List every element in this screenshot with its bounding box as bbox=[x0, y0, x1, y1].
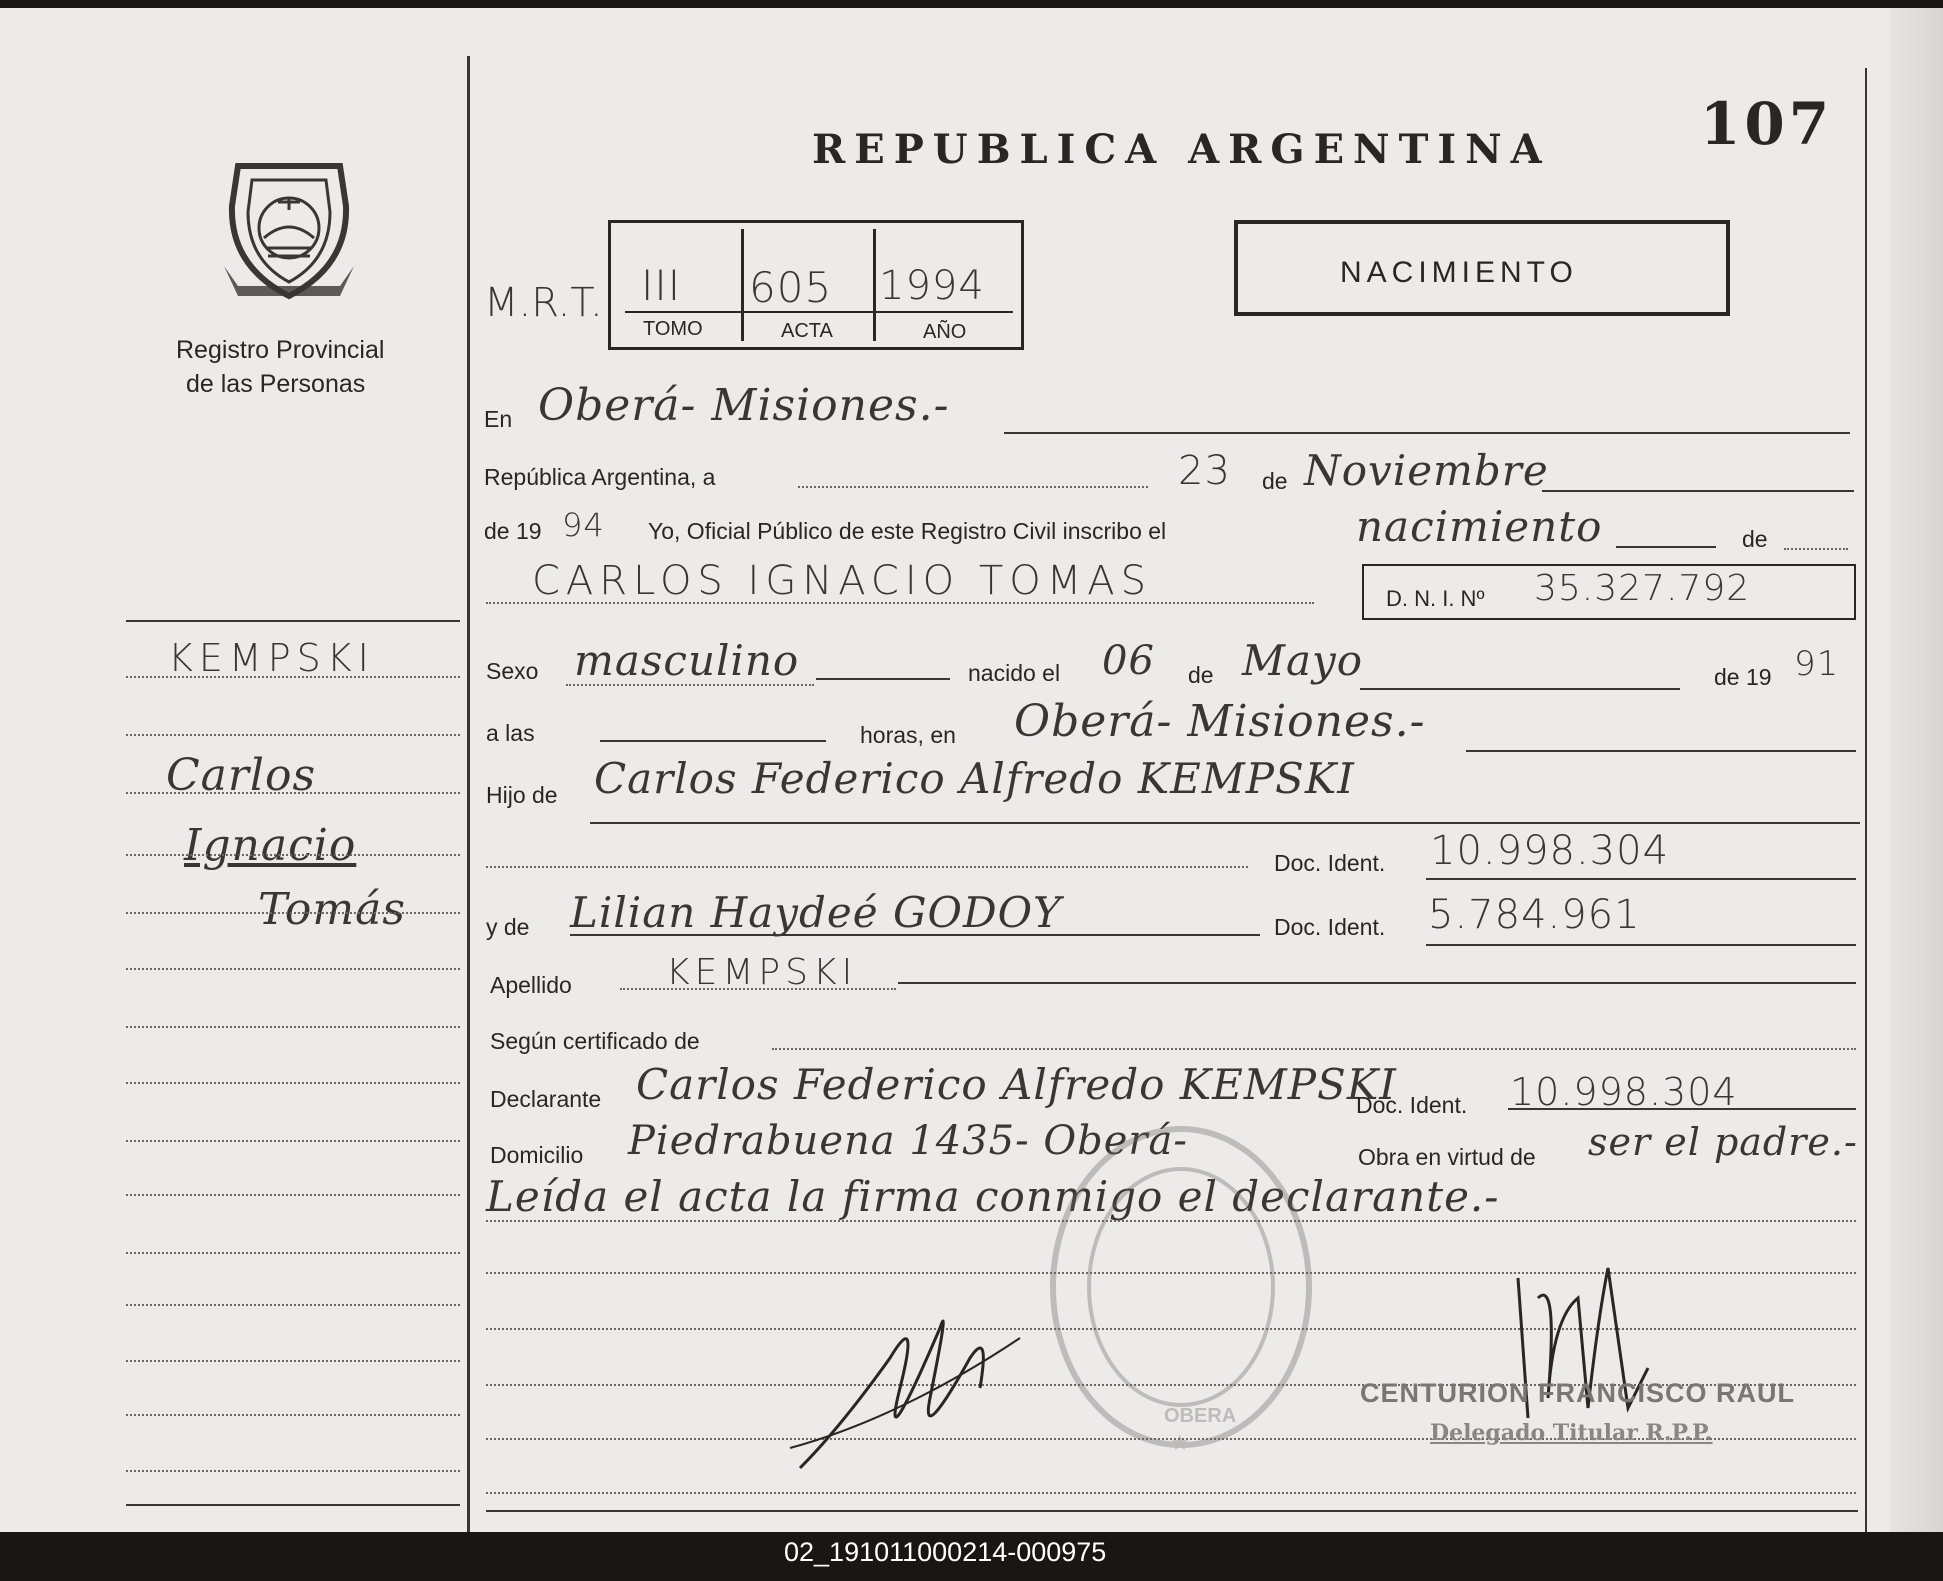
a-las-line bbox=[600, 740, 826, 742]
tomo-label: TOMO bbox=[643, 318, 703, 340]
margin-dots-5 bbox=[126, 912, 460, 914]
en-line bbox=[1004, 432, 1850, 434]
republica-label: República Argentina, a bbox=[484, 464, 716, 490]
bottom-line bbox=[486, 1510, 1858, 1512]
en-label: En bbox=[484, 406, 513, 432]
signature-icon-2 bbox=[1498, 1258, 1658, 1438]
declarante-label: Declarante bbox=[490, 1086, 602, 1112]
registry-line-1: Registro Provincial bbox=[176, 336, 385, 364]
registry-line-2: de las Personas bbox=[186, 370, 366, 398]
round-stamp-icon bbox=[1046, 1122, 1316, 1452]
margin-first-3: Tomás bbox=[258, 884, 406, 935]
birth-day: 06 bbox=[1102, 638, 1155, 684]
apellido-value: KEMPSKI bbox=[666, 952, 858, 993]
margin-first-2: Ignacio bbox=[184, 820, 357, 871]
father-name: Carlos Federico Alfredo KEMPSKI bbox=[594, 754, 1355, 803]
margin-top-line bbox=[126, 620, 460, 622]
dni-box bbox=[1362, 564, 1856, 620]
year-value: 94 bbox=[562, 506, 605, 544]
de-label-2: de bbox=[1742, 526, 1768, 552]
margin-surname: KEMPSKI bbox=[168, 636, 375, 680]
certificate-page bbox=[0, 8, 1943, 1532]
record-type-label: NACIMIENTO bbox=[1340, 256, 1578, 289]
doc-ident-label-2: Doc. Ident. bbox=[1274, 914, 1386, 940]
svg-text:★: ★ bbox=[1170, 1430, 1190, 1452]
day-value: 23 bbox=[1178, 448, 1231, 494]
month-line bbox=[1542, 490, 1854, 492]
child-name-dots bbox=[486, 602, 1314, 604]
round-stamp-text: OBERA bbox=[1164, 1405, 1237, 1427]
margin-dots-6 bbox=[126, 968, 460, 970]
doc-ident-label-3: Doc. Ident. bbox=[1356, 1092, 1468, 1118]
obra-label: Obra en virtud de bbox=[1358, 1144, 1536, 1170]
margin-dots-3 bbox=[126, 792, 460, 794]
margin-first-1: Carlos bbox=[166, 750, 317, 801]
father-doc-line bbox=[1426, 878, 1856, 880]
month-value: Noviembre bbox=[1304, 446, 1549, 495]
child-name: CARLOS IGNACIO TOMAS bbox=[532, 558, 1153, 604]
ano-value: 1994 bbox=[879, 263, 985, 309]
margin-dots-8 bbox=[126, 1082, 460, 1084]
mother-line bbox=[570, 934, 1260, 936]
record-type-box bbox=[1234, 220, 1730, 316]
margin-dots-15 bbox=[126, 1470, 460, 1472]
father-line bbox=[590, 822, 1860, 824]
mother-doc: 5.784.961 bbox=[1428, 892, 1641, 938]
en-value: Oberá- Misiones.- bbox=[538, 380, 950, 431]
sexo-value: masculino bbox=[574, 636, 800, 685]
apellido-line bbox=[898, 982, 1856, 984]
acta-label: ACTA bbox=[781, 320, 833, 342]
tomo-value: III bbox=[641, 261, 682, 310]
round-stamp bbox=[1046, 1122, 1316, 1452]
mother-name: Lilian Haydeé GODOY bbox=[570, 888, 1062, 937]
seal-emblem-icon bbox=[218, 146, 360, 306]
signature-icon bbox=[780, 1268, 1040, 1488]
page-number: 107 bbox=[1700, 90, 1834, 158]
declarant-signature bbox=[1498, 1258, 1658, 1438]
image-caption: 02_191011000214-000975 bbox=[784, 1537, 1107, 1567]
margin-dots-7 bbox=[126, 1026, 460, 1028]
sexo-label: Sexo bbox=[486, 658, 539, 684]
day-dots bbox=[798, 486, 1148, 488]
y-de-label: y de bbox=[486, 914, 530, 940]
margin-dots-2 bbox=[126, 734, 460, 736]
birth-year-prefix: de 19 bbox=[1714, 664, 1772, 690]
margin-dots-4 bbox=[126, 854, 460, 856]
segun-label: Según certificado de bbox=[490, 1028, 700, 1054]
right-border bbox=[1865, 68, 1867, 1532]
margin-dots-9 bbox=[126, 1140, 460, 1142]
mother-doc-line bbox=[1426, 944, 1856, 946]
declarante-doc: 10.998.304 bbox=[1510, 1070, 1738, 1114]
obra-value: ser el padre.- bbox=[1588, 1120, 1858, 1164]
inscribo-line bbox=[1616, 546, 1716, 548]
margin-dots-1 bbox=[126, 676, 460, 678]
record-box bbox=[608, 220, 1024, 350]
margin-dots-11 bbox=[126, 1252, 460, 1254]
page-title: REPUBLICA ARGENTINA bbox=[812, 126, 1551, 173]
segun-dots bbox=[772, 1048, 1856, 1050]
domicilio-label: Domicilio bbox=[490, 1142, 584, 1168]
apellido-label: Apellido bbox=[490, 972, 572, 998]
horas-label: horas, en bbox=[860, 722, 956, 748]
father-doc: 10.998.304 bbox=[1430, 828, 1670, 874]
de-label-3: de bbox=[1188, 662, 1214, 688]
blank-dots-5 bbox=[486, 1492, 1856, 1494]
province-seal bbox=[218, 146, 360, 306]
birth-year-value: 91 bbox=[1794, 644, 1840, 684]
sexo-dots bbox=[566, 684, 814, 686]
margin-dots-13 bbox=[126, 1360, 460, 1362]
dni-value: 35.327.792 bbox=[1534, 568, 1751, 609]
leida-text: Leída el acta la firma conmigo el declarante.- bbox=[486, 1172, 1500, 1221]
sexo-line bbox=[816, 678, 950, 680]
a-las-label: a las bbox=[486, 720, 535, 746]
de-dots bbox=[1784, 548, 1848, 550]
father-dots bbox=[486, 866, 1248, 868]
domicilio-value: Piedrabuena 1435- Oberá- bbox=[628, 1118, 1188, 1164]
oficial-text: Yo, Oficial Público de este Registro Civil inscribo el bbox=[648, 518, 1167, 544]
birth-month-line bbox=[1360, 688, 1680, 690]
inscribo-value: nacimiento bbox=[1356, 502, 1603, 551]
dni-label: D. N. I. Nº bbox=[1386, 586, 1485, 611]
doc-ident-label: Doc. Ident. bbox=[1274, 850, 1386, 876]
nacido-label: nacido el bbox=[968, 660, 1061, 686]
apellido-dots bbox=[620, 988, 896, 990]
place-value: Oberá- Misiones.- bbox=[1014, 696, 1426, 747]
margin-bottom-line bbox=[126, 1504, 460, 1506]
ano-label: AÑO bbox=[923, 321, 967, 343]
stamp-title: Delegado Titular R.P.P. bbox=[1430, 1420, 1713, 1446]
page-edge-shadow bbox=[1890, 8, 1943, 1532]
declarante-doc-line bbox=[1508, 1108, 1856, 1110]
margin-dots-12 bbox=[126, 1304, 460, 1306]
birth-month: Mayo bbox=[1242, 636, 1364, 685]
official-signature bbox=[780, 1268, 1040, 1488]
margin-dots-10 bbox=[126, 1194, 460, 1196]
de-label: de bbox=[1262, 468, 1288, 494]
year-prefix: de 19 bbox=[484, 518, 542, 544]
acta-value: 605 bbox=[749, 263, 833, 312]
mrt-label: M.R.T. bbox=[484, 280, 603, 326]
margin-dots-14 bbox=[126, 1414, 460, 1416]
place-line bbox=[1466, 750, 1856, 752]
column-divider bbox=[467, 56, 470, 1532]
declarante-value: Carlos Federico Alfredo KEMPSKI bbox=[636, 1060, 1397, 1109]
stamp-name: CENTURION FRANCISCO RAUL bbox=[1360, 1378, 1795, 1408]
hijo-label: Hijo de bbox=[486, 782, 558, 808]
